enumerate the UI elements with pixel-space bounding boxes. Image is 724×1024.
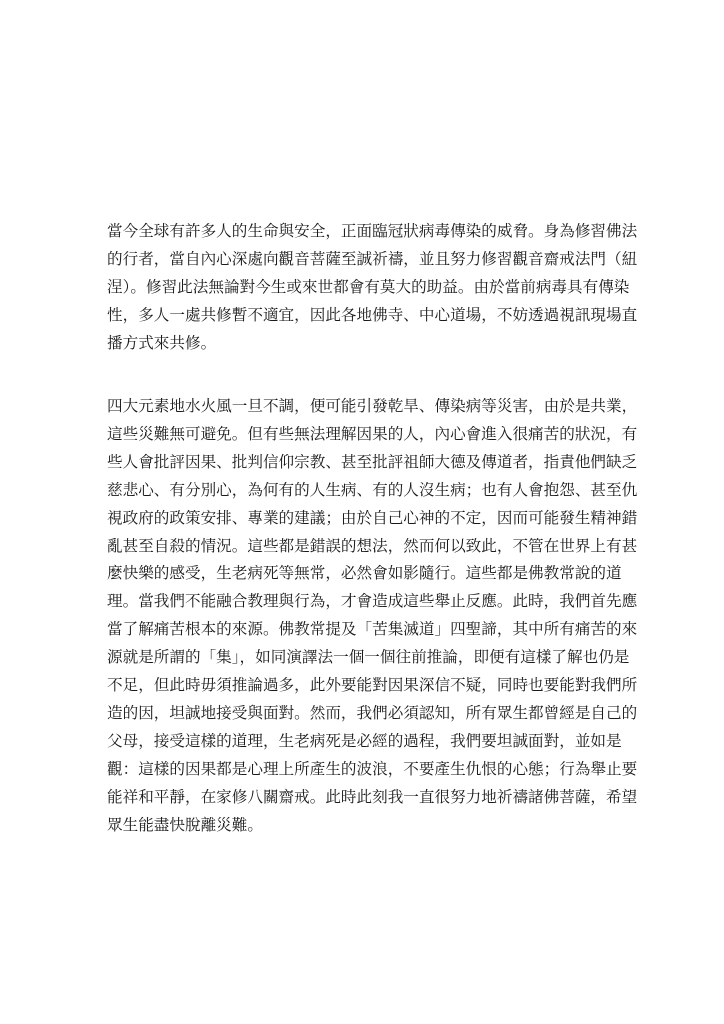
paragraph-line: 這些災難無可避免。但有些無法理解因果的人，內心會進入很痛苦的狀況，有 xyxy=(107,424,638,443)
paragraph-line: 理。當我們不能融合教理與行為，才會造成這些舉止反應。此時，我們首先應 xyxy=(107,592,638,611)
paragraph-line: 眾生能盡快脫離災難。 xyxy=(107,815,263,834)
paragraph-line: 播方式來共修。 xyxy=(107,333,217,352)
paragraph-line: 的行者，當自內心深處向觀音菩薩至誠祈禱，並且努力修習觀音齋戒法門（紐 xyxy=(107,249,638,268)
paragraph-line: 當了解痛苦根本的來源。佛教常提及「苦集滅道」四聖諦，其中所有痛苦的來 xyxy=(107,620,638,639)
paragraph-line: 父母，接受這樣的道理，生老病死是必經的過程，我們要坦誠面對，並如是 xyxy=(107,731,622,750)
paragraph-line: 觀：這樣的因果都是心理上所產生的波浪，不要產生仇恨的心態；行為舉止要 xyxy=(107,759,638,778)
paragraph-2 xyxy=(107,393,638,840)
paragraph-line: 當今全球有許多人的生命與安全，正面臨冠狀病毒傳染的威脅。身為修習佛法 xyxy=(107,222,638,240)
paragraph-line: 麼快樂的感受，生老病死等無常，必然會如影隨行。這些都是佛教常說的道 xyxy=(107,564,622,583)
paragraph-line: 涅）。修習此法無論對今生或來世都會有莫大的助益。由於當前病毒具有傳染 xyxy=(107,277,630,296)
paragraph-line: 些人會批評因果、批判信仰宗教、甚至批評祖師大德及傳道者，指責他們缺乏 xyxy=(107,452,638,471)
paragraph-line: 造的因，坦誠地接受與面對。然而，我們必須認知，所有眾生都曾經是自己的 xyxy=(107,703,638,722)
paragraph-line: 能祥和平靜，在家修八關齋戒。此時此刻我一直很努力地祈禱諸佛菩薩，希望 xyxy=(107,787,638,806)
paragraph-line: 源就是所謂的「集」，如同演譯法一個一個往前推論，即便有這樣了解也仍是 xyxy=(107,648,630,667)
paragraph-line: 亂甚至自殺的情況。這些都是錯誤的想法，然而何以致此，不管在世界上有甚 xyxy=(107,536,638,555)
paragraph-line: 不足，但此時毋須推論過多，此外要能對因果深信不疑，同時也要能對我們所 xyxy=(107,676,638,695)
paragraph-1 xyxy=(107,218,638,358)
paragraph-line: 性，多人一處共修暫不適宜，因此各地佛寺、中心道場，不妨透過視訊現場直 xyxy=(107,305,638,324)
paragraph-line: 視政府的政策安排、專業的建議；由於自己心神的不定，因而可能發生精神錯 xyxy=(107,508,638,527)
paragraph-line: 四大元素地水火風一旦不調，便可能引發乾旱、傳染病等災害，由於是共業， xyxy=(107,397,638,415)
paragraph-line: 慈悲心、有分別心，為何有的人生病、有的人沒生病；也有人會抱怨、甚至仇 xyxy=(107,480,638,499)
